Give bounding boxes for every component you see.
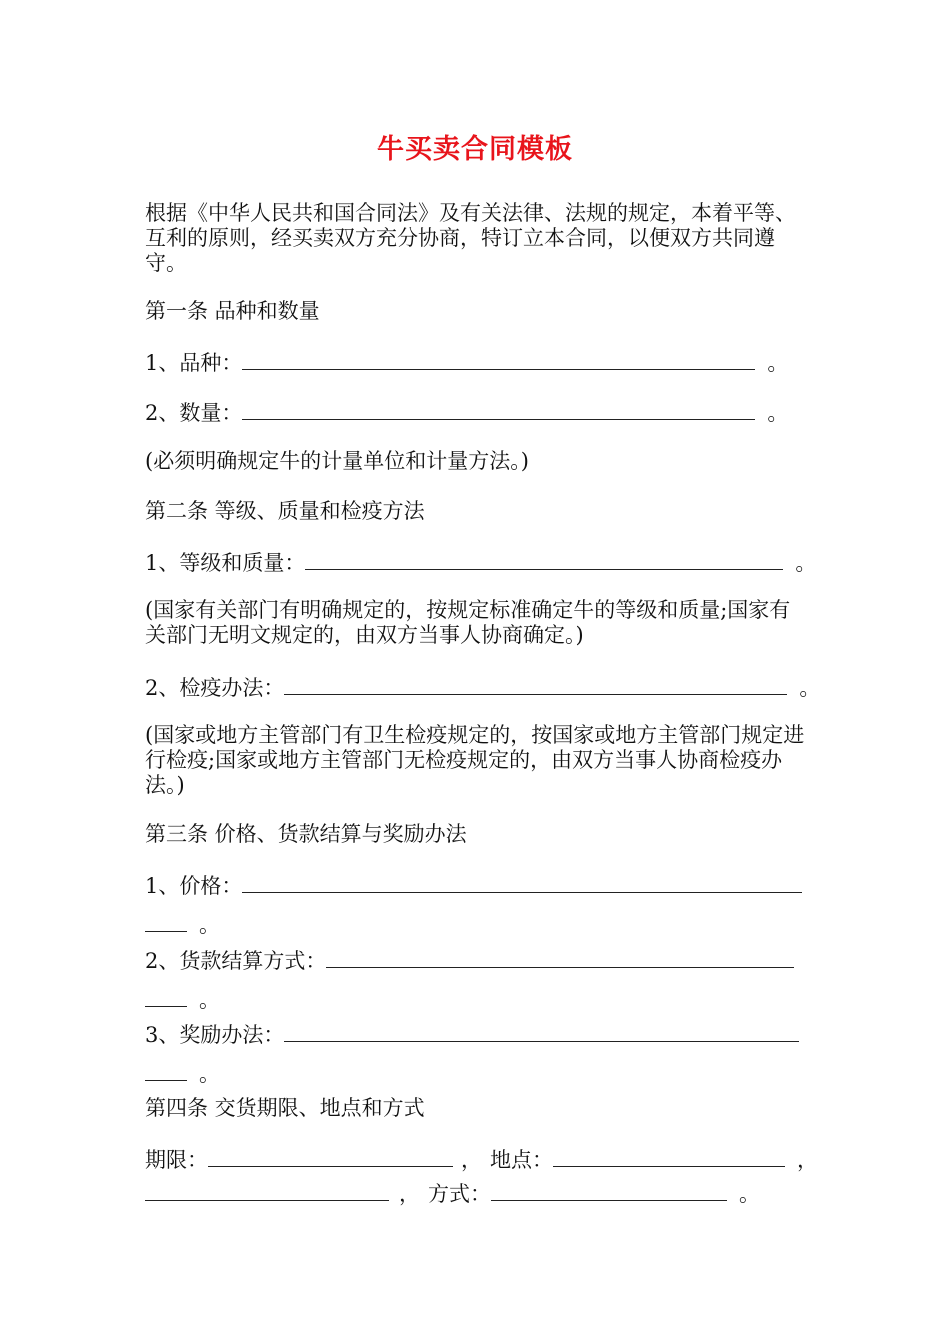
delivery-fields	[145, 1146, 818, 1206]
term-blank[interactable]	[208, 1146, 453, 1167]
document-title: 牛买卖合同模板	[377, 134, 573, 165]
method-period: 。	[739, 1182, 760, 1206]
reward-field	[145, 1021, 810, 1085]
settlement-period: 。	[199, 988, 220, 1012]
article-3-heading: 第三条 价格、货款结算与奖励办法	[145, 822, 467, 846]
price-blank[interactable]	[242, 872, 802, 893]
variety-blank[interactable]	[242, 349, 755, 370]
settlement-blank[interactable]	[326, 947, 794, 968]
term-label: 期限：	[145, 1148, 208, 1172]
method-blank[interactable]	[491, 1180, 727, 1201]
reward-blank-continued[interactable]	[145, 1060, 187, 1081]
term-comma: ，	[461, 1148, 482, 1172]
quantity-label: 2、数量：	[145, 401, 243, 425]
place-continued-comma: ，	[399, 1182, 420, 1206]
quarantine-label: 2、检疫办法：	[145, 676, 285, 700]
quantity-period: 。	[767, 401, 789, 425]
price-field	[145, 872, 810, 936]
place-label: 地点：	[490, 1148, 553, 1172]
settlement-blank-continued[interactable]	[145, 986, 187, 1007]
method-label: 方式：	[428, 1182, 491, 1206]
article-2-heading: 第二条 等级、质量和检疫方法	[145, 499, 425, 523]
quarantine-period: 。	[799, 676, 821, 700]
reward-period: 。	[199, 1062, 220, 1086]
price-blank-continued[interactable]	[145, 911, 187, 932]
quarantine-field	[145, 674, 821, 701]
settlement-field	[145, 947, 810, 1011]
article-1-heading: 第一条 品种和数量	[145, 299, 320, 323]
place-comma: ，	[797, 1148, 818, 1172]
intro-paragraph: 根据《中华人民共和国合同法》及有关法律、法规的规定，本着平等、互利的原则，经买卖双方充分协商，特订立本合同，以便双方共同遵守。	[145, 201, 796, 275]
place-blank-continued[interactable]	[145, 1180, 389, 1201]
quarantine-note: (国家或地方主管部门有卫生检疫规定的，按国家或地方主管部门规定进行检疫;国家或地方主管部门无检疫规定的，由双方当事人协商检疫办法。)	[145, 723, 805, 797]
quarantine-blank[interactable]	[284, 674, 787, 695]
price-label: 1、价格：	[145, 874, 243, 898]
article-1-note: (必须明确规定牛的计量单位和计量方法。)	[145, 449, 529, 473]
place-blank[interactable]	[553, 1146, 785, 1167]
quantity-field	[145, 399, 810, 426]
grade-label: 1、等级和质量：	[145, 551, 306, 575]
article-4-heading: 第四条 交货期限、地点和方式	[145, 1096, 425, 1120]
quantity-blank[interactable]	[242, 399, 755, 420]
settlement-label: 2、货款结算方式：	[145, 949, 327, 973]
variety-field	[145, 349, 810, 376]
variety-label: 1、品种：	[145, 351, 243, 375]
reward-blank[interactable]	[284, 1021, 799, 1042]
variety-period: 。	[767, 351, 789, 375]
grade-note: (国家有关部门有明确规定的，按规定标准确定牛的等级和质量;国家有关部门无明文规定的，由双方当事人协商确定。)	[145, 598, 791, 647]
grade-blank[interactable]	[305, 549, 783, 570]
grade-period: 。	[795, 551, 817, 575]
price-period: 。	[199, 913, 220, 937]
reward-label: 3、奖励办法：	[145, 1023, 285, 1047]
grade-field	[145, 549, 817, 576]
